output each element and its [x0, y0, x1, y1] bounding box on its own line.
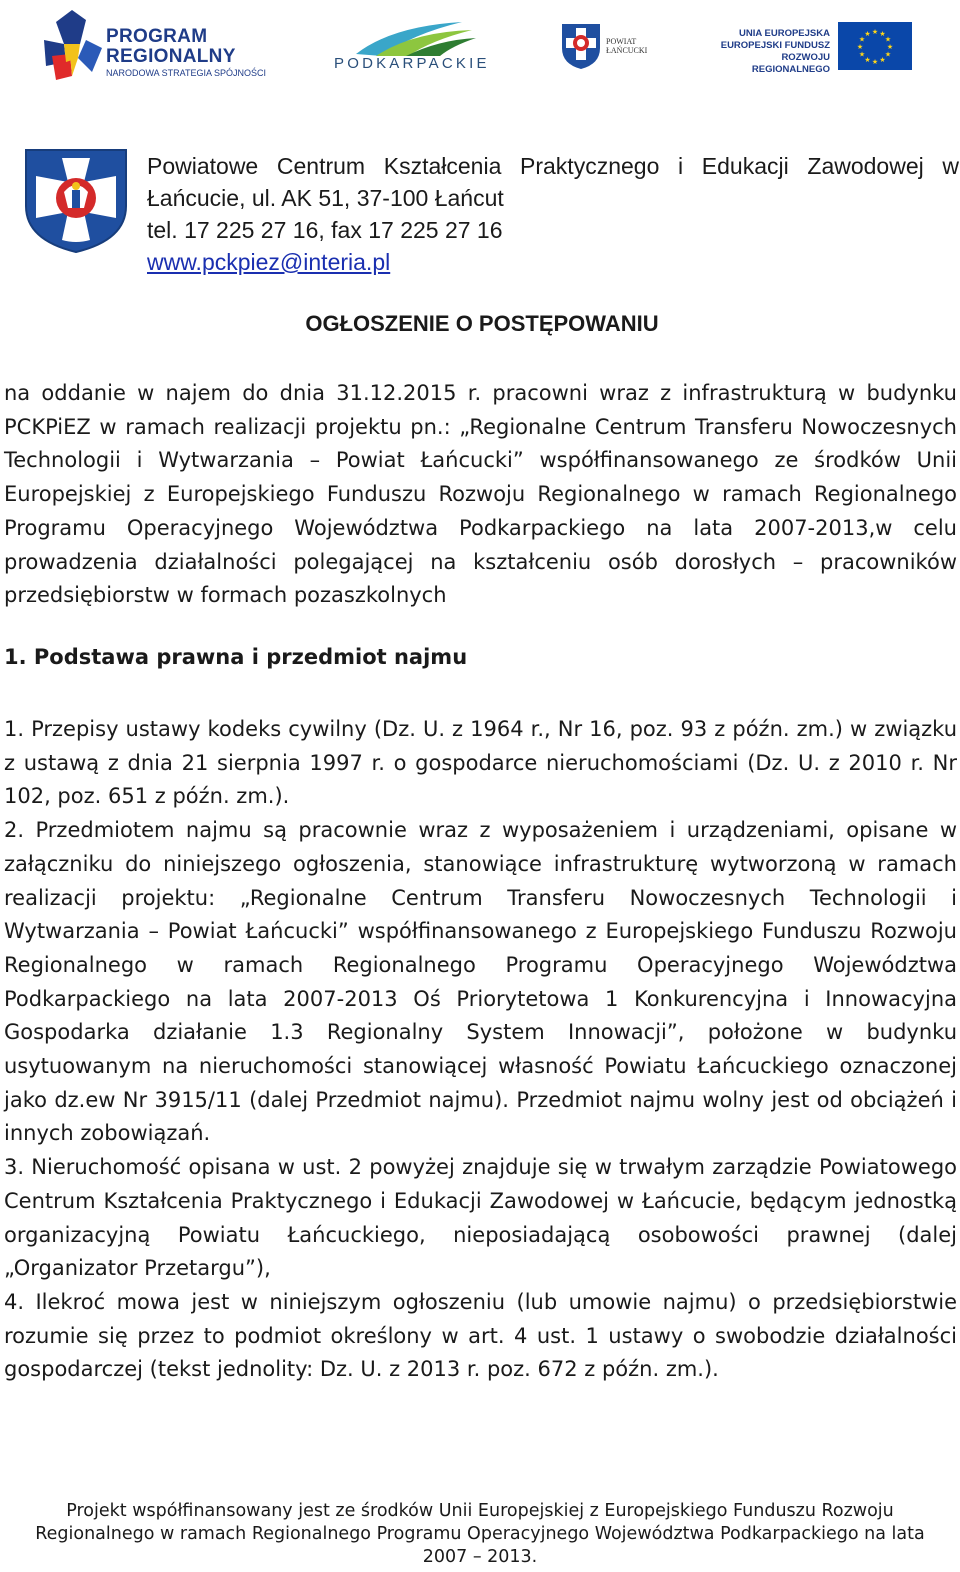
powiat-shield-icon	[560, 22, 602, 70]
logo-line: POWIAT	[606, 37, 637, 46]
eu-star-icon: ★	[879, 56, 886, 64]
footer	[0, 1500, 960, 1569]
institution-header	[147, 150, 959, 278]
institution-address: Powiatowe Centrum Kształcenia Praktycznego i Edukacji Zawodowej w Łańcucie, ul. AK 51, 37-100 Łańcut	[147, 153, 959, 211]
eu-star-icon: ★	[856, 43, 864, 51]
eu-star-icon: ★	[886, 43, 894, 51]
powiat-crest-icon	[24, 148, 128, 254]
ue-text	[702, 28, 830, 76]
eu-star-icon: ★	[864, 56, 871, 64]
logo-line: ŁAŃCUCKI	[606, 46, 648, 55]
eu-star-icon: ★	[871, 28, 879, 36]
logo-line: ROZWOJU REGIONALNEGO	[751, 52, 830, 75]
email-link[interactable]: www.pckpiez@interia.pl	[147, 249, 391, 275]
logo-line: REGIONALNY	[106, 46, 236, 67]
program-regionalny-text	[106, 27, 266, 79]
eu-flag-icon	[838, 22, 912, 70]
eu-star-icon: ★	[879, 30, 886, 38]
logo-line: NARODOWA STRATEGIA SPÓJNOŚCI	[106, 68, 267, 78]
footer-line: Projekt współfinansowany jest ze środków Unii Europejskiej z Europejskiego Funduszu Rozwoju	[66, 1501, 894, 1521]
eu-star-icon: ★	[871, 58, 879, 66]
footer-line: 2007 – 2013.	[422, 1547, 538, 1567]
section-heading: 1. Podstawa prawna i przedmiot najmu	[4, 645, 468, 669]
eu-star-icon: ★	[884, 50, 892, 59]
powiat-text	[606, 37, 647, 55]
program-regionalny-logo	[42, 10, 104, 82]
logo-strip	[0, 0, 960, 95]
list-item: 4. Ilekroć mowa jest w niniejszym ogłoszeniu (lub umowie najmu) o przedsiębiorstwie rozumie się przez to podmiot określony w art. 4 ust. 1 ustawy o swobodzie działalności gospodarczej (tekst jednolity: Dz. U. z 2013 r. poz. 672 z późn. zm.).	[4, 1289, 957, 1382]
logo-line: UNIA EUROPEJSKA	[739, 28, 830, 39]
podkarpackie-logo	[352, 16, 478, 58]
eu-star-icon: ★	[884, 35, 892, 44]
logo-line: PROGRAM	[106, 26, 208, 47]
list-item: 1. Przepisy ustawy kodeks cywilny (Dz. U. z 1964 r., Nr 16, poz. 93 z późn. zm.) w związku z ustawą z dnia 21 sierpnia 1997 r. o gospodarce nieruchomościami (Dz. U. z 2010 r. Nr 102, poz. 651 z późn. zm.).	[4, 717, 957, 809]
list-item: 3. Nieruchomość opisana w ust. 2 powyżej znajduje się w trwałym zarządzie Powiatowego Centrum Kształcenia Praktycznego i Edukacji Zawodowej w Łańcucie, będącym jednostką organizacyjną Powiatu Łańcuckiego, nieposiadającą osobowości prawnej (dalej „Organizator Przetargu”),	[4, 1155, 957, 1281]
eu-star-icon: ★	[864, 30, 871, 38]
logo-line: EUROPEJSKI FUNDUSZ	[720, 40, 830, 51]
list-item: 2. Przedmiotem najmu są pracownie wraz z wyposażeniem i urządzeniami, opisane w załączniku do niniejszego ogłoszenia, stanowiące infrastrukturę wytworzoną w ramach realizacji projektu: „Regionalne Centrum Transferu Nowoczesnych Technologii i Wytwarzania – Powiat Łańcucki” współfinansowanego z Europejskiego Funduszu Rozwoju Regionalnego w ramach Regionalnego Programu Operacyjnego Województwa Podkarpackiego na lata 2007-2013 Oś Priorytetowa 1 Konkurencyjna i Innowacyjna Gospodarka działanie 1.3 Regionalny System Innowacji”, położone w budynku usytuowanym na nieruchomości stanowiącej własność Powiatu Łańcuckiego oznaczonej jako dz.ew Nr 3915/11 (dalej Przedmiot najmu). Przedmiot najmu wolny jest od obciążeń i innych zobowiązań.	[4, 818, 957, 1146]
phone-fax: tel. 17 225 27 16, fax 17 225 27 16	[147, 217, 503, 243]
footer-line: Regionalnego w ramach Regionalnego Programu Operacyjnego Województwa Podkarpackiego na lata	[35, 1524, 925, 1544]
eu-star-icon: ★	[858, 50, 866, 59]
eu-star-icon: ★	[858, 35, 866, 44]
intro-text: na oddanie w najem do dnia 31.12.2015 r. pracowni wraz z infrastrukturą w budynku PCKPiEZ w ramach realizacji projektu pn.: „Regionalne Centrum Transferu Nowoczesnych Technologii i Wytwarzania – Powiat Łańcucki” współfinansowanego ze środków Unii Europejskiej z Europejskiego Funduszu Rozwoju Regionalnego w ramach Regionalnego Programu Operacyjnego Województwa Podkarpackiego na lata 2007-2013,w celu prowadzenia działalności polegającej na kształceniu osób dorosłych – pracowników przedsiębiorstw w formach pozaszkolnych	[4, 381, 957, 608]
podkarpackie-text: PODKARPACKIE	[334, 55, 490, 72]
section-items	[4, 713, 957, 1387]
page-title: OGŁOSZENIE O POSTĘPOWANIU	[305, 311, 659, 336]
eu-stars-icon	[838, 22, 912, 70]
intro-paragraph	[4, 377, 957, 613]
